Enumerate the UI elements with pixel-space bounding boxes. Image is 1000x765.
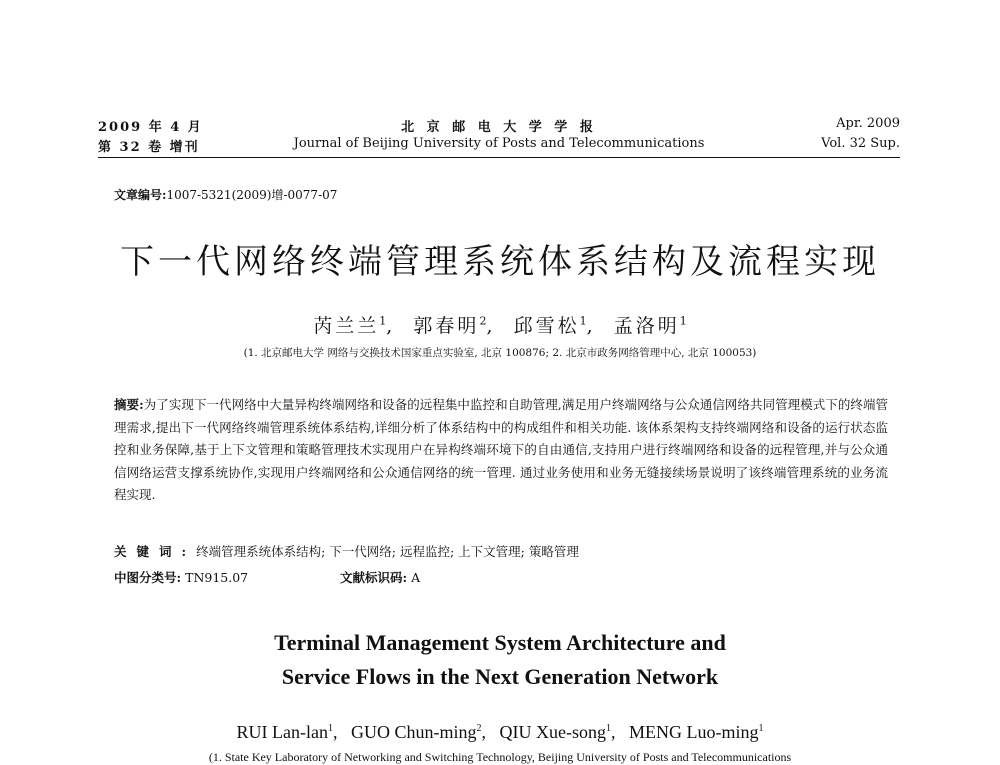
author-en: QIU Xue-song xyxy=(499,722,606,742)
document-code xyxy=(340,568,420,586)
author-cn: 郭春明 xyxy=(413,315,480,337)
affiliation-cn: (1. 北京邮电大学 网络与交换技术国家重点实验室, 北京 100876; 2. 北京市政务网络管理中心, 北京 100053) xyxy=(243,347,757,359)
author-en-sup: 1 xyxy=(605,723,611,734)
journal-name-cn: 北 京 邮 电 大 学 学 报 xyxy=(401,120,597,135)
author-cn-sup: 2 xyxy=(479,314,487,328)
keywords-label: 关键词: xyxy=(114,544,197,559)
keywords-text: 终端管理系统体系结构; 下一代网络; 远程监控; 上下文管理; 策略管理 xyxy=(196,544,579,559)
author-en-sup: 1 xyxy=(758,723,764,734)
title-en-line1: Terminal Management System Architecture and xyxy=(274,630,726,655)
author-cn: 孟洛明 xyxy=(613,315,680,337)
author-en: GUO Chun-ming xyxy=(350,722,477,742)
journal-header xyxy=(98,116,900,158)
author-en-sup: 1 xyxy=(327,723,333,734)
class-value: TN915.07 xyxy=(185,570,249,585)
abstract-text: 为了实现下一代网络中大量异构终端网络和设备的远程集中监控和自助管理,满足用户终端网络与公众通信网络共同管理模式下的终端管理需求,提出下一代网络终端管理系统体系结构,详细分析了体系结构中的构成组件和相关功能. 该体系架构支持终端网络和设备的运行状态监控和业务保障,基于上下文管理和策略管理技术实现用户在异构终端环境下的自由通信,支持用户进行终端网络和设备的远程管理,并与公众通信网络运营支撑系统协作,实现用户终端网络和公众通信网络的统一管理. 通过业务使用和业务无缝接续场景说明了该终端管理系统的业务流程实现. xyxy=(114,397,888,503)
author-cn-sup: 1 xyxy=(679,314,687,328)
article-number xyxy=(114,186,337,203)
volume-cn: 第 32 卷 增刊 xyxy=(98,140,200,155)
keywords xyxy=(114,542,579,560)
authors-cn: 芮兰兰$^1$, 郭春明$^2$, 邱雪松$^1$, 孟洛明$^1$ xyxy=(313,314,687,337)
author-cn: 芮兰兰 xyxy=(313,315,380,337)
journal-name-en: Journal of Beijing University of Posts and Telecommunications xyxy=(293,136,705,151)
affiliation-en: (1. State Key Laboratory of Networking and Switching Technology, Beijing University of Posts and Telecommunications xyxy=(208,750,792,764)
author-cn-sup: 1 xyxy=(379,314,387,328)
article-number-label: 文章编号: xyxy=(114,188,167,202)
class-label: 中图分类号: xyxy=(114,570,182,585)
abstract-cn xyxy=(114,394,888,507)
issue-date-en: Apr. 2009 xyxy=(836,116,900,131)
classification xyxy=(114,568,421,586)
author-en-sup: 2 xyxy=(476,723,482,734)
author-cn-sup: 1 xyxy=(579,314,587,328)
volume-en: Vol. 32 Sup. xyxy=(821,136,900,151)
doc-label: 文献标识码: xyxy=(340,570,408,585)
issue-date-cn: 2009 年 4 月 xyxy=(98,120,203,135)
abstract-label: 摘要: xyxy=(114,397,144,412)
author-en: MENG Luo-ming xyxy=(628,722,759,742)
title-cn: 下一代网络终端管理系统体系结构及流程实现 xyxy=(120,242,880,282)
author-en: RUI Lan-lan xyxy=(236,722,328,742)
title-en xyxy=(0,626,1000,694)
header-rule xyxy=(98,157,900,158)
authors-en: RUI Lan-lan$^1$, GUO Chun-ming$^2$, QIU Xue-song$^1$, MENG Luo-ming$^1$ xyxy=(236,722,764,742)
article-number-value: 1007-5321(2009)增-0077-07 xyxy=(166,188,338,202)
doc-value: A xyxy=(411,570,421,585)
author-cn: 邱雪松 xyxy=(513,315,580,337)
title-en-line2: Service Flows in the Next Generation Network xyxy=(281,664,719,689)
